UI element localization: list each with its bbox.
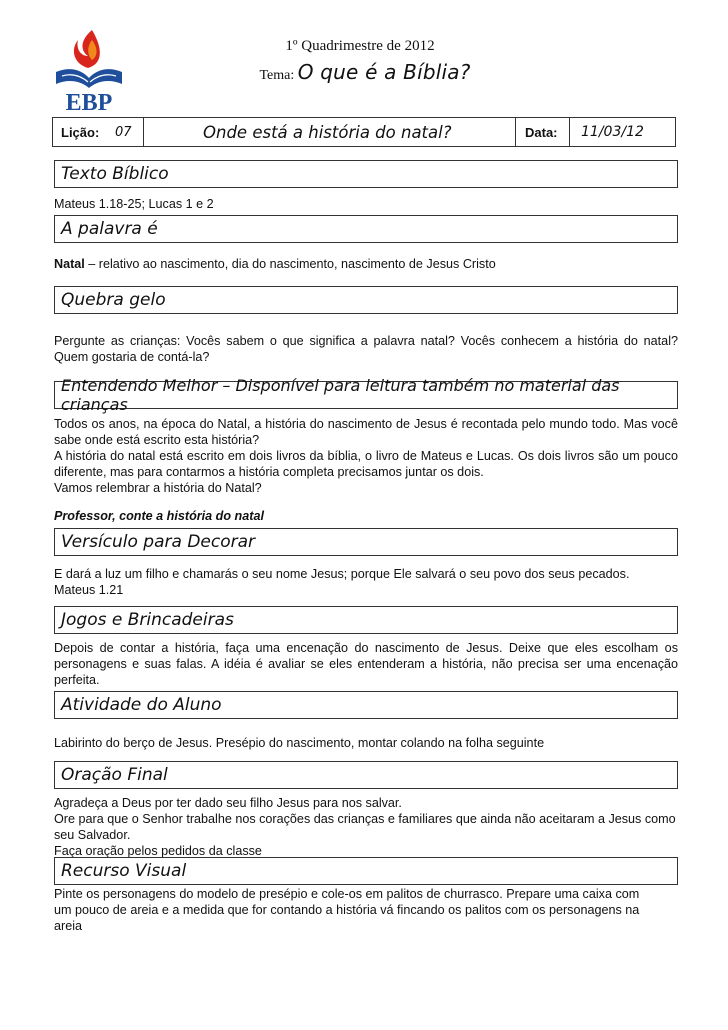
theme-value: O que é a Bíblia? [297,60,471,84]
palavra-body [54,256,678,272]
entendendo-paragraph-3: Vamos relembrar a história do Natal? [54,481,262,495]
lesson-title: Onde está a história do natal? [203,122,452,142]
entendendo-paragraph-2: A história do natal está escrito em dois livros da bíblia, o livro de Mateus e Lucas. Os dois livros são um pouco diferente, mas para contarmos a história completa precisamos juntar os dois. [54,449,678,479]
period-text: 1º Quadrimestre de 2012 [285,38,435,54]
lesson-number-value: 07 [115,124,132,140]
oracao-body [54,795,678,859]
atividade-body: Labirinto do berço de Jesus. Presépio do nascimento, montar colando na folha seguinte [54,736,545,750]
ebp-logo [48,26,130,114]
date-value: 11/03/12 [581,124,644,140]
date-label: Data: [525,124,558,140]
teacher-note: Professor, conte a história do natal [54,509,264,523]
oracao-line-1: Agradeça a Deus por ter dado seu filho Jesus para nos salvar. [54,796,402,810]
section-recurso-title: Recurso Visual [54,857,678,885]
versiculo-reference: Mateus 1.21 [54,583,124,597]
palavra-term: Natal [54,257,85,271]
versiculo-text: E dará a luz um filho e chamarás o seu nome Jesus; porque Ele salvará o seu povo dos seus pecados. [54,567,630,581]
svg-text:EBP: EBP [65,90,113,114]
section-atividade-title: Atividade do Aluno [54,691,678,719]
quebra-gelo-body: Pergunte as crianças: Vocês sabem o que significa a palavra natal? Vocês conhecem a história do natal? Quem gostaria de contá-la? [54,334,678,364]
section-texto-biblico-title: Texto Bíblico [54,160,678,188]
recurso-body: Pinte os personagens do modelo de presépio e cole-os em palitos de churrasco. Prepare uma caixa com um pouco de areia e a medida que for contando a história vá fincando os palitos com os personagens na areia [54,887,640,933]
theme-line [200,60,530,84]
section-quebra-gelo-title: Quebra gelo [54,286,678,314]
lesson-number-label: Lição: [61,124,100,140]
section-jogos-title: Jogos e Brincadeiras [54,606,678,634]
entendendo-paragraph-1: Todos os anos, na época do Natal, a história do nascimento de Jesus é recontada pelo mundo todo. Mas você sabe onde está escrito esta história? [54,417,678,447]
section-entendendo-title: Entendendo Melhor – Disponível para leitura também no material das crianças [54,381,678,409]
palavra-definition: – relativo ao nascimento, dia do nascimento, nascimento de Jesus Cristo [84,257,496,271]
section-palavra-title: A palavra é [54,215,678,243]
texto-biblico-body: Mateus 1.18-25; Lucas 1 e 2 [54,197,214,211]
theme-label: Tema: [259,68,295,83]
lesson-info-box [52,117,676,147]
oracao-line-3: Faça oração pelos pedidos da classe [54,844,262,858]
entendendo-body [54,416,678,496]
jogos-body: Depois de contar a história, faça uma encenação do nascimento de Jesus. Deixe que eles escolham os personagens e suas falas. A idéia é avaliar se eles entenderam a história, não precisa ser uma encenação perfeita. [54,641,678,687]
section-oracao-title: Oração Final [54,761,678,789]
oracao-line-2: Ore para que o Senhor trabalhe nos corações das crianças e familiares que ainda não aceitaram a Jesus como seu Salvador. [54,812,676,842]
versiculo-body [54,566,678,598]
section-versiculo-title: Versículo para Decorar [54,528,678,556]
